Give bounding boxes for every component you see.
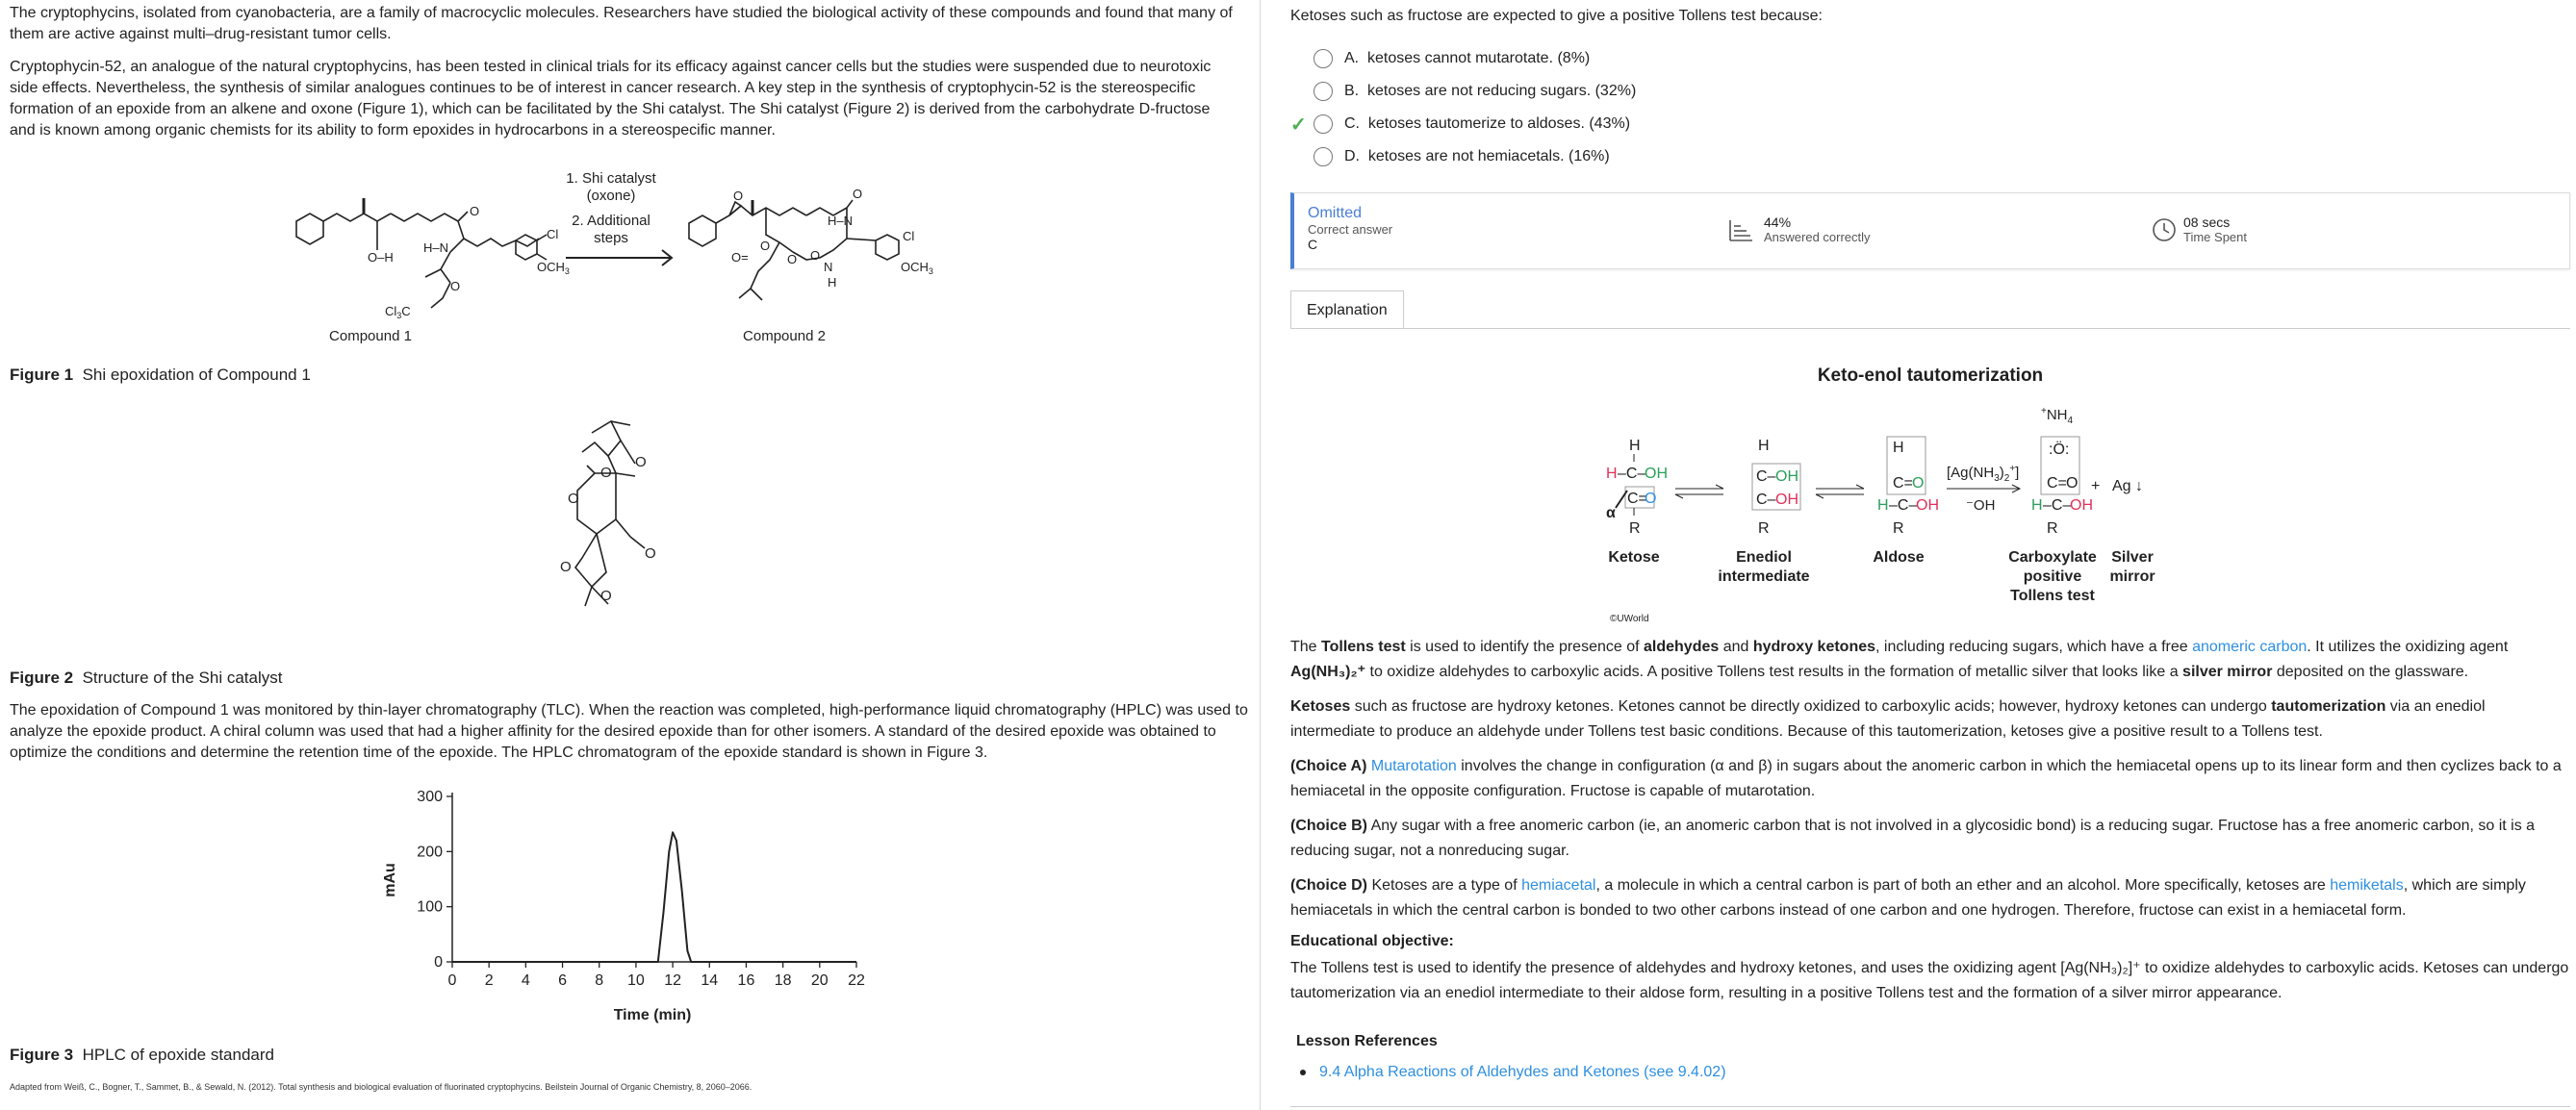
reaction-step-1: 1. Shi catalyst [566,170,656,187]
aldose-label: Aldose [1873,549,1925,566]
clock-icon [2151,216,2178,243]
chart-y-tick-label: 0 [434,954,443,971]
svg-text:O: O [600,465,612,481]
figure-1-text: Shi epoxidation of Compound 1 [82,366,311,384]
carboxylate-label-1: Carboxylate [2008,549,2097,566]
passage-paragraph-2: Cryptophycin-52, an analogue of the natural cryptophycins, has been tested in clinical trials for its efficacy against cancer cells but the studies were suspended due to neurotoxic side effects. Nevertheless, the synthesis of similar analogues continues to be of interest in cancer research. A key step in the synthesis of cryptophycin-52 is the stereospecific formation of an epoxide from an alkene and oxone (Figure 1), which can be facilitated by the Shi catalyst. The Shi catalyst (Figure 2) is derived from the carbohydrate D-fructose and is known among organic chemists for its ability to form epoxides in hydrocarbons in a stereospecific manner. [10,59,1211,139]
answer-stats-panel [1290,192,2570,269]
svg-text:O: O [1645,491,1657,507]
svg-text:O: O [787,252,798,266]
chart-y-axis-label: mAu [382,863,398,897]
silver-label-1: Silver [2111,549,2154,566]
chart-x-tick-label: 4 [521,972,530,989]
chart-x-tick-label: 22 [848,972,865,989]
figure-1-prefix: Figure 1 [10,366,74,384]
chart-x-tick-label: 12 [664,972,681,989]
chart-x-tick-label: 6 [558,972,567,989]
bottom-divider [1290,1106,2570,1107]
svg-text:+NH4: $^+NH_4$ [2041,406,2074,426]
chart-x-tick-label: 18 [774,972,792,989]
svg-text:–C–: –C– [2043,497,2072,514]
time-block [2151,214,2247,244]
svg-text:N: N [824,260,833,274]
correct-answer-label: Correct answer [1308,222,1393,237]
svg-text:OCH3: $OCH_3$ [537,260,570,276]
explanation-paragraph-2: Ketoses such as fructose are hydroxy ketones. Ketones cannot be directly oxidized to carboxylic acids; however, hydroxy ketones can undergo tautomerization via an enediol intermediate to produce an aldehyde under Tollens test basic conditions. Because of this tautomerization, ketoses give a positive result to a Tollens test. [1290,698,2486,740]
tab-divider [1290,328,2570,329]
svg-text:C–: C– [1756,492,1776,508]
educational-objective-text: The Tollens test is used to identify the presence of aldehydes and hydroxy ketones, and uses the oxidizing agent [Ag(NH₃)₂]⁺ to oxidize aldehydes to carboxylic acids. Ketoses can undergo tautomerization via an enediol intermediate to their aldose form, resulting in a positive Tollens test and the formation of a silver mirror appearance. [1290,960,2569,1001]
compound-2-label: Compound 2 [743,328,826,344]
figure-3-hplc-chart [356,779,876,1029]
svg-text:R: R [2047,520,2058,537]
svg-text:O: O [470,204,480,218]
mutarotation-link[interactable]: Mutarotation [1370,758,1457,774]
reaction-step-2: 2. Additional [572,213,650,229]
diagram-title: Keto-enol tautomerization [1817,366,2044,386]
hemiketals-link[interactable]: hemiketals [2330,877,2404,894]
svg-text:OH: OH [1645,466,1668,482]
svg-text:H: H [1606,466,1618,482]
svg-text:O: O [560,559,572,575]
status-text: Omitted [1308,205,1363,221]
svg-text:Cl: Cl [547,227,559,241]
svg-text:Cl: Cl [903,229,915,243]
correct-check-icon: ✓ [1290,114,1307,136]
radio-d[interactable] [1314,147,1333,166]
svg-text:O: O [853,187,863,201]
percent-value: 44% [1764,214,1792,230]
percent-block [1727,214,1871,244]
figure-2-text: Structure of the Shi catalyst [82,669,283,687]
chart-x-tick-label: 14 [701,972,719,989]
explanation-paragraph-1: The Tollens test is used to identify the presence of aldehydes and hydroxy ketones, including reducing sugars, which have a free anomeric carbon. It utilizes the oxidizing agent Ag(NH₃)₂⁺ to oxidize aldehydes to carboxylic acids. A positive Tollens test results in the formation of metallic silver that looks like a silver mirror deposited on the glassware. [1290,639,2509,680]
svg-text:O: O [645,545,656,562]
bar-chart-icon [1727,216,1754,243]
tab-explanation[interactable]: Explanation [1290,290,1404,329]
svg-text:C–: C– [1756,468,1776,485]
carboxylate-label-2: positive [2023,568,2082,585]
choice-b[interactable] [1290,79,1636,104]
svg-text:C=: C= [1627,491,1647,507]
svg-text:OH: OH [1775,492,1798,508]
svg-text:O: O [810,248,821,263]
reaction-step-2b: steps [594,230,628,246]
figure-1-reaction-scheme [279,164,972,346]
educational-objective-title: Educational objective: [1290,933,1454,949]
svg-text:O: O [1912,475,1925,492]
anomeric-carbon-link[interactable]: anomeric carbon [2192,639,2308,655]
choice-a-letter: A. [1344,50,1360,66]
status-block [1308,205,1392,252]
svg-text:O: O [733,189,744,203]
silver-label-2: mirror [2109,568,2155,585]
reaction-step-1b: (oxone) [586,188,636,204]
passage-paragraph-1: The cryptophycins, isolated from cyanobacteria, are a family of macrocyclic molecules. Researchers have studied the biological activity of these compounds and found that many of them are active against multi–drug-resistant tumor cells. [10,5,1233,42]
svg-text:R: R [1629,520,1641,537]
figure-2-prefix: Figure 2 [10,669,74,687]
chart-x-tick-label: 8 [595,972,604,989]
lesson-reference-text[interactable]: 9.4 Alpha Reactions of Aldehydes and Ketones (see 9.4.02) [1319,1064,1726,1080]
svg-text:–C–: –C– [1889,497,1918,514]
choice-b-text: ketoses are not reducing sugars. (32%) [1367,83,1637,99]
chart-x-tick-label: 16 [737,972,755,989]
choice-d[interactable] [1290,144,1610,169]
svg-text:H: H [1758,438,1770,454]
chart-y-tick-label: 200 [417,844,443,861]
chart-x-tick-label: 0 [447,972,457,989]
citation: Adapted from Weiß, C., Bogner, T., Sammet, B., & Sewald, N. (2012). Total synthesis and biological evaluation of fluorinated cryptophycins. Beilstein Journal of Organic Chemistry, 8, 2060–2066. [10,1082,752,1092]
figure-3-prefix: Figure 3 [10,1046,74,1064]
svg-text:O: O [760,239,771,253]
choice-a[interactable] [1290,46,1590,71]
choice-a-text: ketoses cannot mutarotate. (8%) [1367,50,1591,66]
silver-precipitate: Ag ↓ [2112,478,2144,494]
svg-text:H: H [1893,440,1904,456]
uworld-copyright: ©UWorld [1610,614,1649,624]
carboxylate-label-3: Tollens test [2010,588,2095,604]
choice-d-letter: D. [1344,148,1360,164]
svg-text:H–N: H–N [423,240,449,255]
svg-text:C=: C= [1893,475,1913,492]
svg-text:OH: OH [1916,497,1939,514]
svg-text:+: + [2091,478,2101,494]
question-stem: Ketoses such as fructose are expected to give a positive Tollens test because: [1290,8,1823,24]
enediol-label-1: Enediol [1736,549,1792,566]
chart-x-tick-label: 2 [484,972,494,989]
hydroxide-label: ⁻OH [1966,497,1996,514]
choice-b-letter: B. [1344,83,1360,99]
bullet [1300,1070,1306,1075]
keto-enol-diagram [1589,394,2243,625]
svg-text:O: O [450,279,461,293]
figure-1-caption [10,366,311,385]
lesson-references-title: Lesson References [1296,1033,1438,1049]
svg-text:O=: O= [731,250,749,265]
svg-text:O: O [600,588,612,604]
svg-text:OH: OH [2070,497,2093,514]
svg-text:O: O [635,454,647,470]
svg-text:H: H [1629,438,1641,454]
svg-text:H: H [1877,497,1889,514]
figure-3-caption [10,1046,274,1065]
svg-text:H–N: H–N [828,214,854,228]
choice-c[interactable] [1290,112,1630,137]
svg-text:H: H [828,275,837,290]
svg-text:O: O [2066,475,2079,492]
compound-1-label: Compound 1 [329,328,412,344]
radio-a[interactable] [1314,49,1333,68]
compound-1-structure [296,198,547,308]
compound-2-structure [689,200,899,300]
time-label: Time Spent [2183,230,2247,244]
ketose-label: Ketose [1608,549,1660,566]
svg-text::Ö:: :Ö: [2049,441,2070,458]
explanation-choice-d: (Choice D) Ketoses are a type of hemiacetal, a molecule in which a central carbon is part of both an ether and an alcohol. More specifically, ketoses are hemiketals, which are simply hemiacetals in which the central carbon is bonded to two other carbons instead of one carbon and one hydrogen. Therefore, fructose can exist in a hemiacetal form. [1290,877,2526,919]
reagent-label: $[Ag(NH_3)_2^+]$ [1947,464,2020,484]
svg-text:O: O [568,491,579,507]
chart-x-tick-label: 10 [627,972,645,989]
svg-text:Cl3C: $Cl_3C$ [385,304,411,320]
svg-text:C=: C= [2047,475,2067,492]
figure-2-shi-catalyst [539,414,731,625]
chart-series-line [452,832,856,962]
svg-text:R: R [1893,520,1904,537]
lesson-reference-link[interactable] [1300,1064,1726,1081]
time-value: 08 secs [2183,214,2231,230]
svg-text:–C–: –C– [1618,466,1646,482]
choice-c-letter: C. [1344,115,1360,132]
chart-y-tick-label: 100 [417,898,443,916]
svg-text:H: H [2031,497,2043,514]
explanation-choice-a: (Choice A) Mutarotation involves the change in configuration (α and β) in sugars about the anomeric carbon in which the hemiacetal opens up to its linear form and then cyclizes back to a hemiacetal in the opposite configuration. Fructose is capable of mutarotation. [1290,758,2562,799]
chart-x-axis-label: Time (min) [613,1007,692,1023]
correct-answer-value: C [1308,237,1318,252]
svg-text:O–H: O–H [368,250,394,265]
hemiacetal-link[interactable]: hemiacetal [1521,877,1596,894]
svg-text:OH: OH [1775,468,1798,485]
choice-d-text: ketoses are not hemiacetals. (16%) [1367,148,1610,164]
alpha-symbol: α [1606,505,1616,521]
enediol-label-2: intermediate [1718,568,1810,585]
percent-label: Answered correctly [1764,230,1871,244]
passage-pane[interactable] [0,0,1261,1110]
passage-paragraph-3: The epoxidation of Compound 1 was monitored by thin-layer chromatography (TLC). When the reaction was completed, high-performance liquid chromatography (HPLC) was used to analyze the epoxide product. A chiral column was used that had a higher affinity for the desired epoxide than for other isomers. A standard of the desired epoxide was obtained to optimize the conditions and determine the retention time of the epoxide. The HPLC chromatogram of the epoxide standard is shown in Figure 3. [10,702,1248,761]
radio-b[interactable] [1314,82,1333,101]
radio-c[interactable] [1314,114,1333,134]
svg-text:R: R [1758,520,1770,537]
question-pane[interactable] [1262,0,2576,1110]
figure-3-text: HPLC of epoxide standard [82,1046,274,1064]
chart-y-tick-label: 300 [417,789,443,805]
svg-text:OCH3: $OCH_3$ [901,260,933,276]
explanation-choice-b: (Choice B) Any sugar with a free anomeric carbon (ie, an anomeric carbon that is not involved in a glycosidic bond) is a reducing sugar. Fructose has a free anomeric carbon, so it is a reducing sugar, not a nonreducing sugar. [1290,818,2536,859]
figure-2-caption [10,669,282,688]
choice-c-text: ketoses tautomerize to aldoses. (43%) [1367,115,1631,132]
chart-x-tick-label: 20 [810,972,829,989]
